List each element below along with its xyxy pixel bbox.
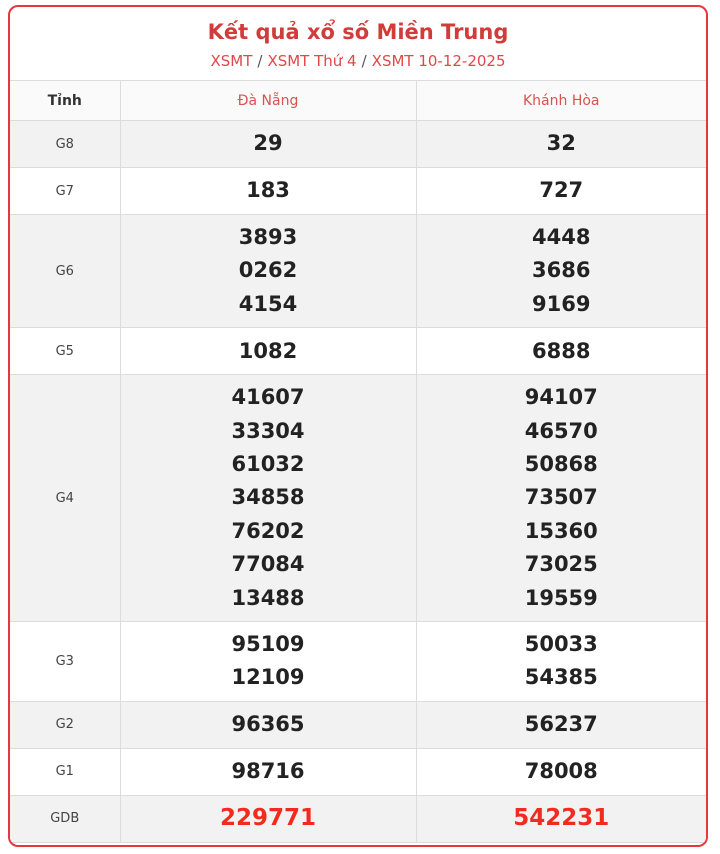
prize-number: 1082	[238, 338, 298, 363]
prize-number: 183	[246, 178, 290, 203]
prize-label: GDB	[10, 795, 120, 842]
prize-number: 76202	[231, 518, 305, 543]
column-header-tinh: Tỉnh	[10, 81, 120, 121]
prize-label: G2	[10, 701, 120, 748]
prize-number: 4448	[532, 225, 591, 249]
results-body	[10, 121, 706, 843]
prize-number: 4154	[238, 291, 298, 316]
prize-cell	[416, 121, 706, 168]
prize-number: 54385	[524, 665, 598, 690]
prize-number: 34858	[231, 485, 305, 510]
table-row	[10, 215, 706, 328]
prize-number: 50033	[524, 632, 598, 657]
prize-number: 12109	[231, 665, 305, 690]
prize-label: G7	[10, 168, 120, 215]
prize-number: 56237	[524, 712, 598, 737]
prize-number: 73025	[524, 552, 598, 577]
prize-number: 73507	[524, 485, 598, 510]
prize-number: 0262	[238, 258, 298, 283]
results-card	[8, 5, 708, 847]
prize-cell	[416, 622, 706, 702]
prize-cell	[416, 375, 706, 622]
prize-cell	[416, 701, 706, 748]
breadcrumb	[10, 51, 706, 71]
prize-cell	[120, 215, 416, 328]
prize-cell	[120, 701, 416, 748]
prize-number: 3893	[238, 225, 298, 249]
page-title: Kết quả xổ số Miền Trung	[207, 20, 509, 44]
prize-number: 727	[539, 178, 584, 203]
prize-number: 46570	[524, 418, 598, 443]
table-row	[10, 121, 706, 168]
breadcrumb-separator: /	[361, 52, 367, 70]
table-row	[10, 795, 706, 842]
prize-number: 77084	[231, 552, 305, 577]
prize-cell	[416, 748, 706, 795]
prize-label: G8	[10, 121, 120, 168]
table-row	[10, 375, 706, 622]
prize-label: G1	[10, 748, 120, 795]
prize-cell	[120, 795, 416, 842]
results-table	[10, 81, 706, 843]
prize-cell	[120, 375, 416, 622]
table-row	[10, 168, 706, 215]
prize-number: 9169	[532, 291, 591, 316]
prize-cell	[120, 622, 416, 702]
prize-label: G5	[10, 328, 120, 375]
prize-label: G3	[10, 622, 120, 702]
breadcrumb-xsmt-date[interactable]: XSMT 10-12-2025	[371, 52, 506, 70]
prize-number: 98716	[231, 759, 305, 784]
prize-cell	[416, 168, 706, 215]
table-row	[10, 748, 706, 795]
prize-number: 6888	[532, 338, 591, 363]
prize-number: 50868	[524, 452, 598, 477]
prize-number: 33304	[231, 418, 305, 443]
table-row	[10, 328, 706, 375]
prize-label: G4	[10, 375, 120, 622]
prize-number: 94107	[524, 385, 598, 410]
prize-cell	[120, 328, 416, 375]
table-row	[10, 622, 706, 702]
prize-number: 29	[253, 131, 283, 156]
prize-number: 15360	[524, 518, 598, 543]
prize-cell	[120, 168, 416, 215]
prize-cell	[416, 328, 706, 375]
prize-number: 95109	[231, 632, 305, 657]
prize-cell	[416, 795, 706, 842]
prize-number: 3686	[532, 258, 591, 283]
prize-cell	[120, 121, 416, 168]
column-header-da-nang[interactable]: Đà Nẵng	[120, 81, 416, 121]
prize-cell	[120, 748, 416, 795]
prize-number: 19559	[524, 585, 598, 610]
special-prize-number: 542231	[513, 805, 610, 832]
special-prize-number: 229771	[219, 805, 317, 832]
prize-number: 96365	[231, 712, 305, 737]
prize-number: 41607	[231, 385, 305, 410]
breadcrumb-separator: /	[257, 52, 263, 70]
prize-number: 13488	[231, 585, 305, 610]
prize-cell	[416, 215, 706, 328]
prize-number: 78008	[524, 759, 598, 784]
results-header	[10, 7, 706, 81]
table-row	[10, 701, 706, 748]
breadcrumb-xsmt[interactable]: XSMT	[210, 52, 253, 70]
prize-number: 61032	[231, 452, 305, 477]
breadcrumb-xsmt-thu-4[interactable]: XSMT Thứ 4	[267, 52, 357, 70]
prize-label: G6	[10, 215, 120, 328]
prize-number: 32	[546, 131, 576, 156]
table-header-row	[10, 81, 706, 121]
column-header-khanh-hoa[interactable]: Khánh Hòa	[416, 81, 706, 121]
